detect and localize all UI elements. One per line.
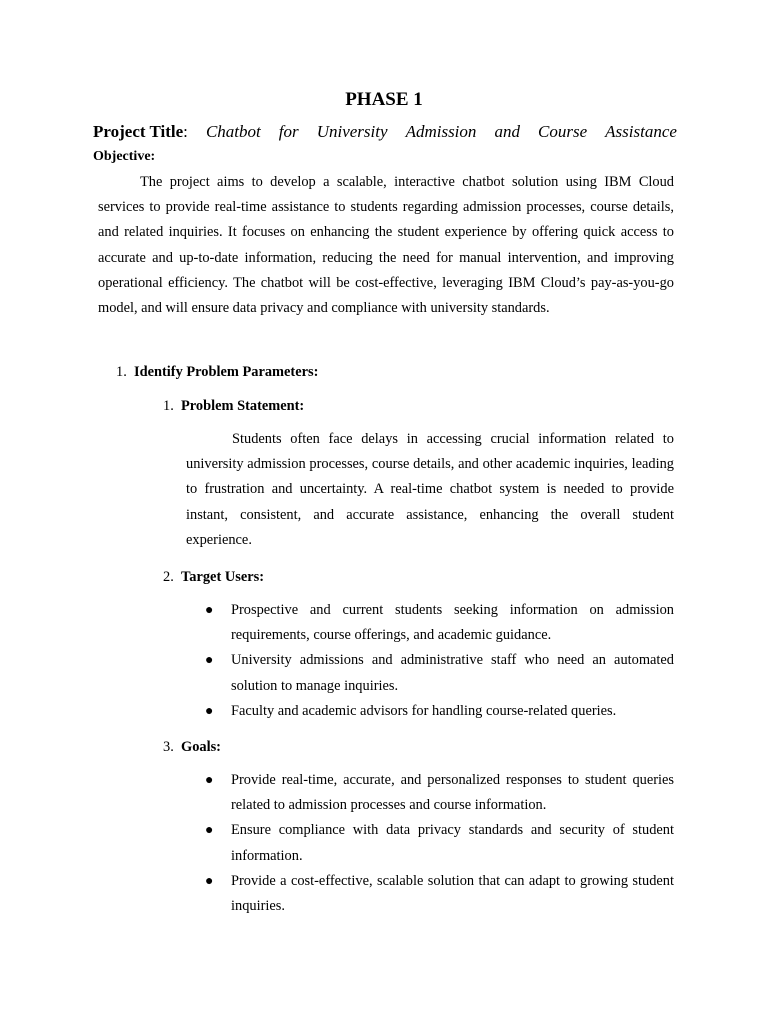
bullet-icon: ● [205,703,214,719]
list-item-text: Faculty and academic advisors for handling course-related queries. [231,702,617,719]
project-title-word: Chatbot [205,122,261,141]
project-title-word: Course [538,122,588,141]
objective-label: Objective: [93,149,156,164]
page-heading: PHASE 1 [345,89,423,110]
project-title-word: University [316,122,388,141]
goals-heading [163,737,221,757]
list-item [205,699,674,724]
goals-list [205,768,674,919]
list-item-text: University admissions and administrative staff who need an automated solution to manage inquiries. [231,652,674,694]
list-item-text: Ensure compliance with data privacy standards and security of student information. [231,822,674,864]
bullet-icon: ● [205,823,214,839]
project-title-line [93,120,677,144]
bullet-icon: ● [205,873,214,889]
problem-statement-number: 1. [163,398,174,414]
section-1-title: Identify Problem Parameters: [134,364,319,380]
problem-statement-heading [163,396,304,416]
problem-statement-title: Problem Statement: [181,398,305,414]
target-users-list [205,598,674,724]
list-item [205,768,674,818]
goals-title: Goals: [181,739,221,755]
project-title-word: and [494,122,520,141]
goals-number: 3. [163,739,174,755]
target-users-number: 2. [163,569,174,585]
bullet-icon: ● [205,773,214,788]
target-users-heading [163,567,264,587]
objective-paragraph: The project aims to develop a scalable, interactive chatbot solution using IBM Cloud services to provide real-time assistance to students regarding admission processes, course details, and related inquiries. It focuses on enhancing the student experience by offering quick access to accurate and up-to-date information, reducing the need for manual intervention, and improving operational efficiency. The chatbot will be cost-effective, leveraging IBM Cloud’s pay-as-you-go model, and will ensure data privacy and compliance with university standards. [98,174,674,317]
project-title-label-group [93,120,188,144]
list-item [205,648,674,698]
list-item [205,818,674,868]
problem-statement-paragraph: Students often face delays in accessing crucial information related to university admission processes, course details, and other academic inquiries, leading to frustration and uncertainty. A real-time chatbot system is needed to provide instant, consistent, and accurate assistance, enhancing the overall student experience. [186,431,674,548]
list-item [205,869,674,919]
project-title-word: Assistance [605,122,677,141]
list-item-text: Provide real-time, accurate, and personalized responses to student queries related to admission processes and course information. [231,772,674,814]
bullet-icon: ● [205,603,214,618]
project-title-word: for [278,122,299,141]
bullet-icon: ● [205,653,214,669]
project-title-label: Project Title [93,122,184,141]
list-item [205,598,674,648]
target-users-title: Target Users: [181,569,264,585]
list-item-text: Provide a cost-effective, scalable solution that can adapt to growing student inquiries. [231,872,674,915]
project-title-word: Admission [405,122,477,141]
section-1-heading [116,362,318,382]
section-1-number: 1. [116,364,127,380]
list-item-text: Prospective and current students seeking information on admission requirements, course offerings, and academic guidance. [231,602,674,644]
project-title-colon: : [183,122,188,141]
